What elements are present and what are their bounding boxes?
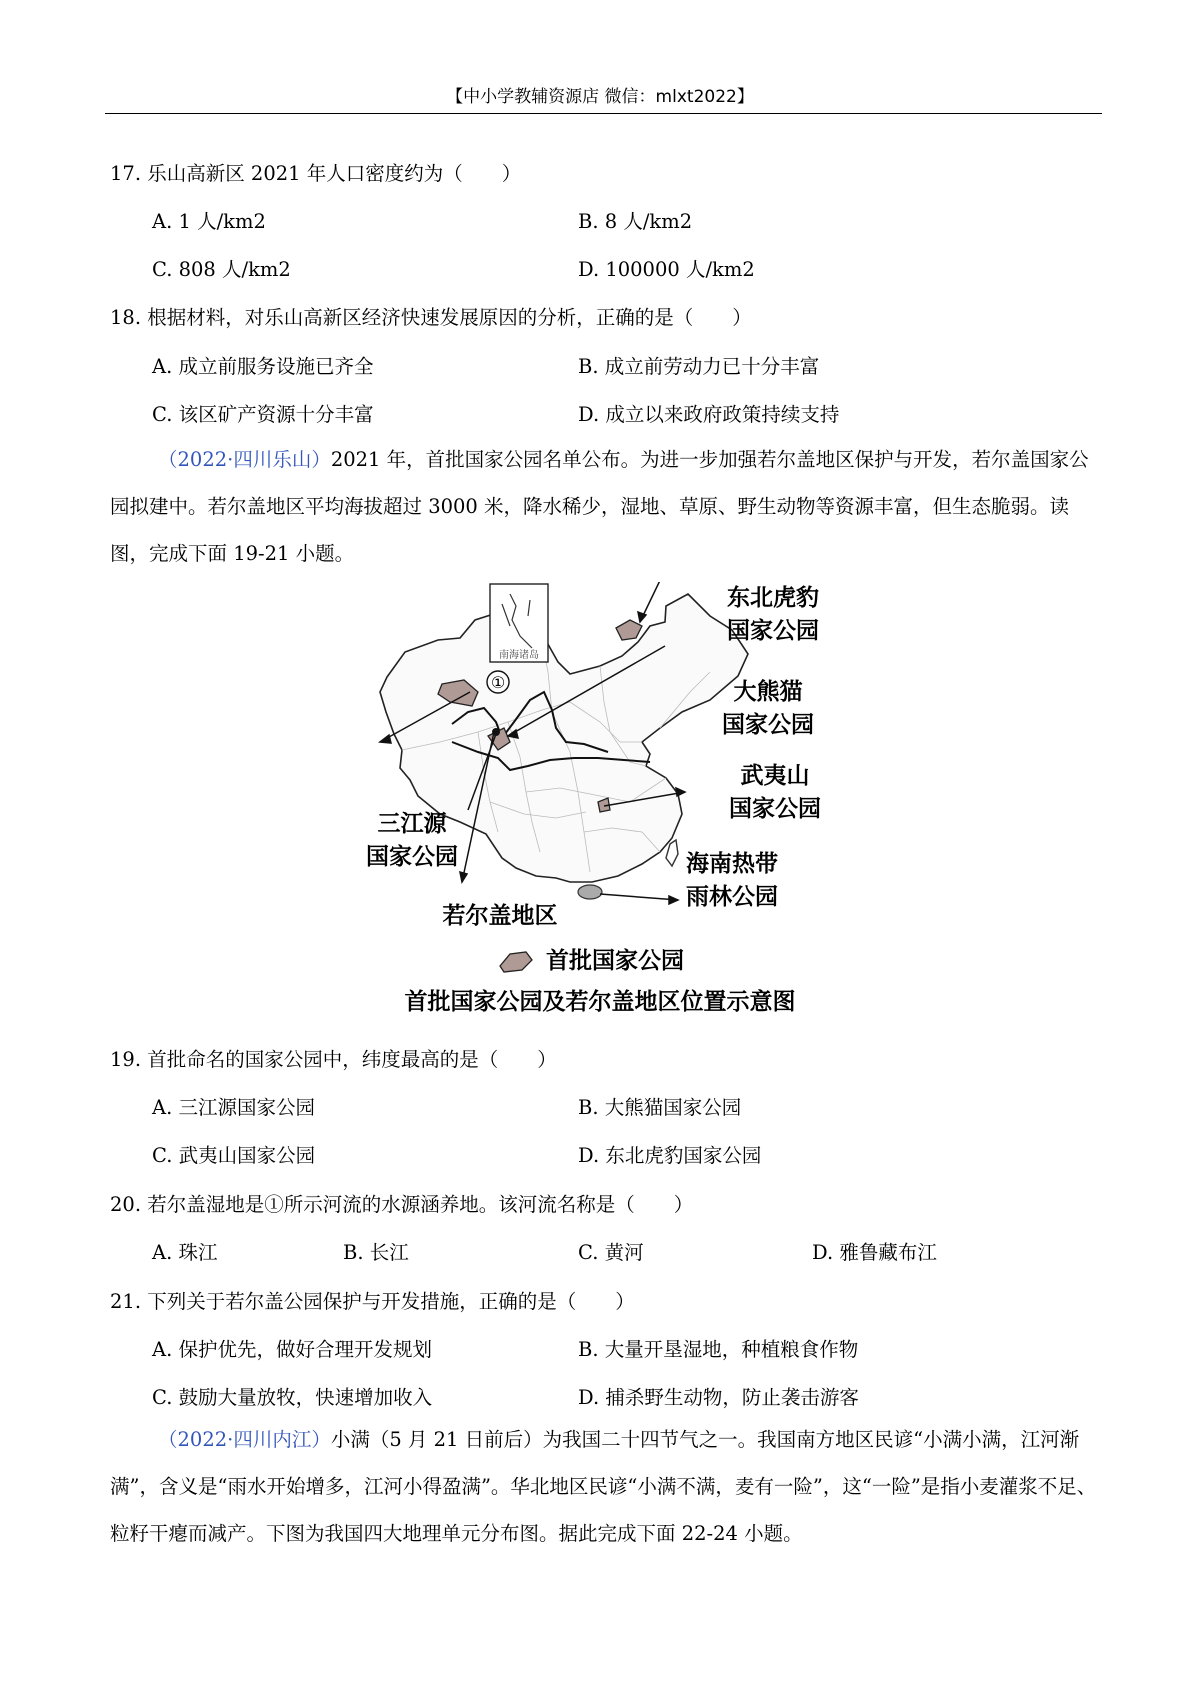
q21-option-b: B. 大量开垦湿地，种植粮食作物	[578, 1338, 859, 1361]
label-dongbei-text: 东北虎豹 国家公园	[727, 585, 819, 644]
label-hainan-text: 海南热带 雨林公园	[686, 851, 778, 910]
label-daxiongmao-text: 大熊猫 国家公园	[722, 679, 814, 738]
q20-stem: 20. 若尔盖湿地是①所示河流的水源涵养地。该河流名称是（ ）	[110, 1193, 694, 1216]
q20-option-c: C. 黄河	[578, 1241, 644, 1264]
q18-option-b: B. 成立前劳动力已十分丰富	[578, 355, 820, 378]
label-ruoergai: 若尔盖地区	[442, 903, 558, 929]
q18-option-a: A. 成立前服务设施已齐全	[152, 355, 374, 378]
q19-stem: 19. 首批命名的国家公园中，纬度最高的是（ ）	[110, 1048, 557, 1071]
q20-option-b: B. 长江	[343, 1241, 409, 1264]
label-dongbei-park	[723, 582, 823, 648]
passage-leshan	[110, 436, 1100, 577]
map-legend	[496, 944, 684, 978]
south-sea-label: 南海诸岛	[499, 650, 539, 661]
label-daxiongmao-park	[718, 676, 818, 742]
marker-1-label: ①	[490, 673, 506, 692]
passage-leshan-source: （2022·四川乐山）	[158, 448, 331, 471]
label-sanjiangyuan-park	[362, 808, 462, 874]
q20-option-d: D. 雅鲁藏布江	[812, 1241, 937, 1264]
hainan-island	[578, 885, 602, 899]
map-caption: 首批国家公园及若尔盖地区位置示意图	[404, 989, 796, 1015]
q17-option-b: B. 8 人/km2	[578, 210, 693, 233]
q17-stem: 17. 乐山高新区 2021 年人口密度约为（ ）	[110, 162, 522, 185]
page-header: 【中小学教辅资源店 微信：mlxt2022】	[446, 87, 754, 107]
q21-option-c: C. 鼓励大量放牧，快速增加收入	[152, 1386, 433, 1409]
q21-option-d: D. 捕杀野生动物，防止袭击游客	[578, 1386, 859, 1409]
q19-option-c: C. 武夷山国家公园	[152, 1144, 316, 1167]
label-wuyishan-text: 武夷山 国家公园	[729, 763, 821, 822]
park-dongbei	[616, 620, 642, 640]
q18-option-d: D. 成立以来政府政策持续支持	[578, 403, 840, 426]
q19-option-a: A. 三江源国家公园	[152, 1096, 315, 1119]
q17-option-a: A. 1 人/km2	[152, 210, 266, 233]
q20-option-a: A. 珠江	[152, 1241, 218, 1264]
q19-option-d: D. 东北虎豹国家公园	[578, 1144, 762, 1167]
label-hainan-park	[682, 848, 782, 914]
legend-label: 首批国家公园	[546, 947, 684, 974]
passage-leshan-text: 2021 年，首批国家公园名单公布。为进一步加强若尔盖地区保护与开发，若尔盖国家公园拟建中。若尔盖地区平均海拔超过 3000 米，降水稀少，湿地、草原、野生动物等资源丰富，但生态脆弱。读图，完成下面 19-21 小题。	[110, 448, 1089, 565]
passage-neijiang	[110, 1416, 1100, 1557]
q18-option-c: C. 该区矿产资源十分丰富	[152, 403, 374, 426]
q18-stem: 18. 根据材料，对乐山高新区经济快速发展原因的分析，正确的是（ ）	[110, 306, 752, 329]
q19-option-b: B. 大熊猫国家公园	[578, 1096, 742, 1119]
header-rule	[105, 113, 1102, 114]
q17-option-c: C. 808 人/km2	[152, 258, 291, 281]
label-wuyishan-park	[725, 760, 825, 826]
q21-option-a: A. 保护优先，做好合理开发规划	[152, 1338, 432, 1361]
label-sanjiangyuan-text: 三江源 国家公园	[366, 811, 458, 870]
legend-park-icon	[496, 948, 536, 974]
q17-option-d: D. 100000 人/km2	[578, 258, 755, 281]
q21-stem: 21. 下列关于若尔盖公园保护与开发措施，正确的是（ ）	[110, 1290, 635, 1313]
passage-neijiang-source: （2022·四川内江）	[158, 1428, 331, 1451]
passage-neijiang-text: 小满（5 月 21 日前后）为我国二十四节气之一。我国南方地区民谚“小满小满，江河渐满”，含义是“雨水开始增多，江河小得盈满”。华北地区民谚“小满不满，麦有一险”，这“一险”是指小麦灌浆不足、粒籽干瘪而减产。下图为我国四大地理单元分布图。据此完成下面 22-24 小题。	[110, 1428, 1097, 1545]
